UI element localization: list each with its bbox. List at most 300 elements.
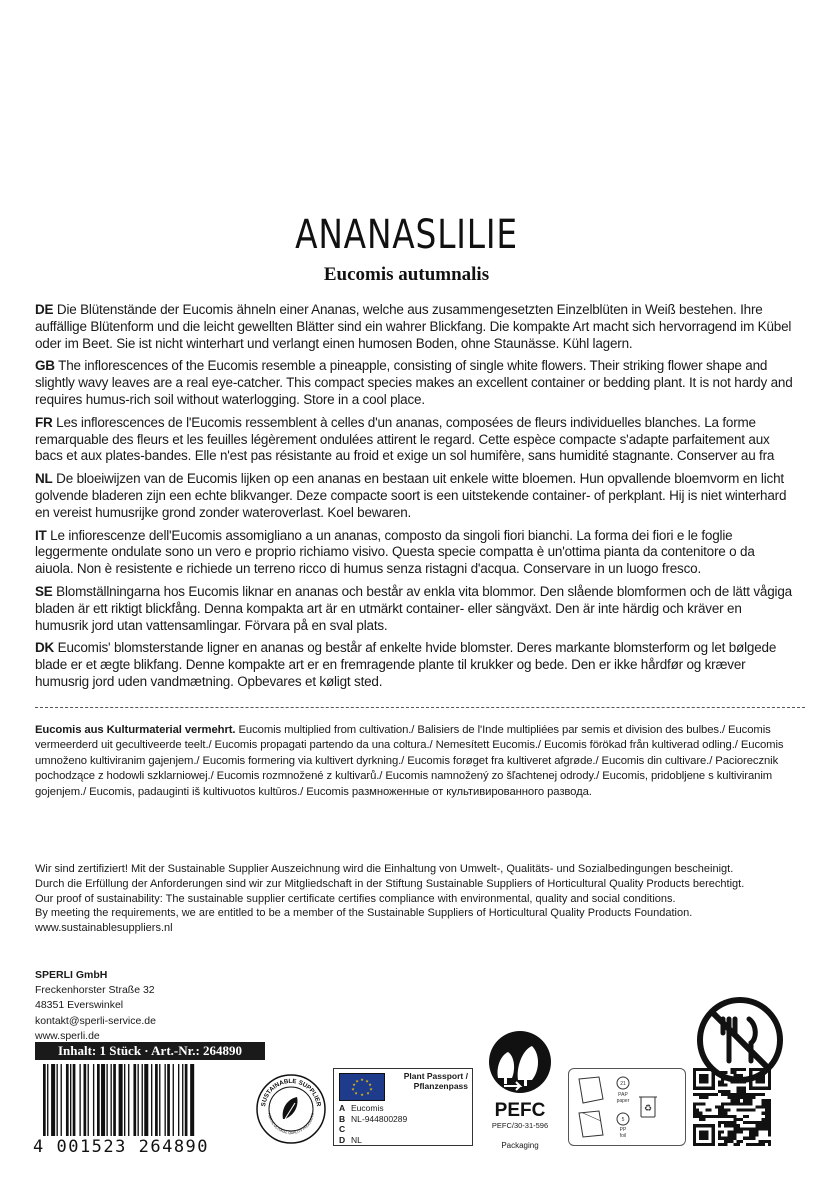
qr-cell (762, 1143, 765, 1146)
qr-cell (746, 1121, 749, 1124)
qr-cell (705, 1143, 708, 1146)
qr-cell (746, 1143, 749, 1146)
qr-cell (702, 1087, 705, 1090)
qr-cell (709, 1109, 712, 1112)
qr-cell (693, 1137, 696, 1140)
qr-cell (759, 1080, 762, 1083)
qr-cell (737, 1143, 740, 1146)
qr-cell (743, 1087, 746, 1090)
qr-cell (702, 1068, 705, 1071)
qr-cell (712, 1124, 715, 1127)
qr-cell (755, 1093, 758, 1096)
qr-cell (730, 1077, 733, 1080)
qr-cell (693, 1112, 696, 1115)
qr-cell (699, 1124, 702, 1127)
qr-cell (765, 1118, 768, 1121)
qr-cell (743, 1099, 746, 1102)
qr-cell (693, 1143, 696, 1146)
row-key: A (339, 1103, 346, 1113)
svg-text:HORTICULTURAL QUALITY PRODUCTS (267, 1112, 315, 1135)
barcode-bar (138, 1064, 139, 1136)
qr-cell (730, 1124, 733, 1127)
qr-cell (749, 1143, 752, 1146)
qr-cell (749, 1096, 752, 1099)
qr-cell (693, 1077, 696, 1080)
qr-cell (705, 1080, 708, 1083)
qr-cell (712, 1130, 715, 1133)
qr-cell (740, 1140, 743, 1143)
qr-cell (699, 1143, 702, 1146)
qr-cell (737, 1096, 740, 1099)
qr-cell (724, 1093, 727, 1096)
qr-cell (712, 1077, 715, 1080)
qr-cell (693, 1105, 696, 1108)
lang-code: NL (35, 471, 53, 487)
qr-cell (759, 1074, 762, 1077)
qr-cell (765, 1115, 768, 1118)
qr-cell (734, 1130, 737, 1133)
qr-cell (696, 1093, 699, 1096)
recycling-info (568, 1068, 686, 1146)
qr-cell (765, 1087, 768, 1090)
description-nl (35, 471, 795, 521)
qr-cell (705, 1074, 708, 1077)
qr-cell (724, 1140, 727, 1143)
barcode-bar (133, 1064, 136, 1136)
barcode-bar (79, 1064, 80, 1136)
qr-cell (696, 1109, 699, 1112)
qr-cell (702, 1124, 705, 1127)
cultivation-note (35, 723, 795, 800)
qr-cell (693, 1087, 696, 1090)
qr-cell (718, 1080, 721, 1083)
qr-cell (737, 1090, 740, 1093)
qr-cell (693, 1140, 696, 1143)
barcode-bar (73, 1064, 76, 1136)
qr-cell (693, 1109, 696, 1112)
lang-text: Die Blütenstände der Eucomis ähneln einer Ananas, welche aus zusammengesetzten Einzelblüten in Weiß bestehen. Ihre auffällige Blütenform und die leicht gewellten Blätter sind ein wahrer Blickfang. Die kompakte Art macht sich hervorragend im Kübel oder im Beet. Sie ist nicht winterhart und verlangt einen humosen Boden, ohne Staunässe. Kühl lagern. (35, 302, 792, 351)
qr-cell (702, 1080, 705, 1083)
qr-cell (715, 1093, 718, 1096)
qr-cell (702, 1074, 705, 1077)
qr-cell (705, 1137, 708, 1140)
qr-cell (749, 1084, 752, 1087)
lang-code: GB (35, 358, 55, 374)
qr-cell (727, 1121, 730, 1124)
qr-cell (699, 1115, 702, 1118)
qr-cell (768, 1084, 771, 1087)
qr-cell (721, 1102, 724, 1105)
qr-cell (721, 1112, 724, 1115)
qr-cell (693, 1080, 696, 1083)
qr-cell (724, 1071, 727, 1074)
qr-cell (734, 1080, 737, 1083)
qr-cell (705, 1130, 708, 1133)
qr-cell (696, 1112, 699, 1115)
ss-logo-subtext: HORTICULTURAL QUALITY PRODUCTS (267, 1112, 315, 1136)
qr-code (693, 1068, 771, 1146)
qr-cell (702, 1102, 705, 1105)
qr-cell (709, 1115, 712, 1118)
qr-cell (746, 1115, 749, 1118)
qr-cell (702, 1077, 705, 1080)
qr-cell (737, 1140, 740, 1143)
qr-cell (737, 1102, 740, 1105)
qr-cell (712, 1087, 715, 1090)
qr-cell (740, 1087, 743, 1090)
qr-cell (746, 1096, 749, 1099)
qr-cell (765, 1068, 768, 1071)
qr-cell (734, 1096, 737, 1099)
barcode-bar (47, 1064, 48, 1136)
description-de (35, 302, 795, 352)
qr-cell (737, 1087, 740, 1090)
qr-cell (724, 1115, 727, 1118)
barcode-bar (101, 1064, 105, 1136)
barcode-bar (119, 1064, 123, 1136)
qr-cell (721, 1093, 724, 1096)
qr-cell (762, 1074, 765, 1077)
qr-cell (749, 1134, 752, 1137)
qr-cell (746, 1102, 749, 1105)
qr-cell (740, 1096, 743, 1099)
cultivation-bold: Eucomis aus Kulturmaterial vermehrt. (35, 724, 236, 736)
qr-cell (740, 1068, 743, 1071)
qr-cell (724, 1112, 727, 1115)
svg-text:★: ★ (351, 1086, 355, 1092)
qr-cell (737, 1127, 740, 1130)
barcode-bar (88, 1064, 89, 1136)
qr-cell (768, 1127, 771, 1130)
description-it (35, 528, 795, 578)
qr-cell (702, 1137, 705, 1140)
qr-cell (768, 1112, 771, 1115)
qr-cell (765, 1127, 768, 1130)
qr-cell (768, 1080, 771, 1083)
description-fr (35, 415, 795, 465)
qr-cell (749, 1121, 752, 1124)
qr-cell (699, 1077, 702, 1080)
qr-cell (734, 1121, 737, 1124)
passport-row (339, 1114, 467, 1125)
qr-cell (746, 1099, 749, 1102)
qr-cell (749, 1093, 752, 1096)
qr-cell (768, 1118, 771, 1121)
qr-cell (727, 1140, 730, 1143)
qr-cell (762, 1077, 765, 1080)
qr-cell (752, 1127, 755, 1130)
qr-cell (705, 1096, 708, 1099)
qr-cell (740, 1109, 743, 1112)
qr-cell (746, 1127, 749, 1130)
lang-text: Eucomis' blomsterstande ligner en ananas og består af enkelte hvide blomster. Deres markante blomsterform og let bølgede blade er et ægte blikfang. Denne kompakte art er en fremragende plante til krukker og bede. Den er ikke hårdfør og kræver humusrig jord uden vandmætning. Opbevares et køligt sted. (35, 640, 777, 689)
qr-cell (727, 1102, 730, 1105)
qr-cell (693, 1071, 696, 1074)
qr-cell (765, 1102, 768, 1105)
qr-cell (727, 1115, 730, 1118)
qr-cell (734, 1099, 737, 1102)
cert-line: By meeting the requirements, we are entitled to be a member of the Sustainable Suppliers of Horticultural Quality Products Foundation. (35, 907, 693, 920)
qr-cell (724, 1143, 727, 1146)
qr-cell (702, 1096, 705, 1099)
qr-cell (743, 1090, 746, 1093)
qr-cell (740, 1080, 743, 1083)
company-web: www.sperli.de (35, 1029, 100, 1042)
qr-cell (712, 1068, 715, 1071)
qr-cell (724, 1077, 727, 1080)
lang-text: The inflorescences of the Eucomis resemble a pineapple, consisting of single white flowers. Their striking flower shape and slightly wavy leaves are a real eye-catcher. This compact species makes an excellent container or bedding plant. It is not hardy and requires humus-rich soil without waterlogging. Store in a cool place. (35, 358, 793, 407)
svg-text:★: ★ (354, 1090, 358, 1096)
qr-cell (712, 1080, 715, 1083)
qr-cell (712, 1115, 715, 1118)
qr-cell (712, 1084, 715, 1087)
qr-cell (762, 1099, 765, 1102)
barcode-bar (151, 1064, 152, 1136)
qr-cell (734, 1074, 737, 1077)
qr-cell (730, 1121, 733, 1124)
qr-cell (759, 1087, 762, 1090)
qr-cell (737, 1080, 740, 1083)
qr-cell (721, 1071, 724, 1074)
barcode-bar (97, 1064, 100, 1136)
recycle-bin-icon: ♻ (643, 1103, 653, 1113)
qr-cell (740, 1118, 743, 1121)
svg-text:★: ★ (368, 1082, 372, 1087)
qr-cell (724, 1137, 727, 1140)
qr-cell (730, 1080, 733, 1083)
qr-cell (740, 1102, 743, 1105)
qr-cell (762, 1118, 765, 1121)
barcode-bar (165, 1064, 166, 1136)
qr-cell (743, 1121, 746, 1124)
qr-cell (759, 1077, 762, 1080)
qr-cell (759, 1093, 762, 1096)
qr-cell (705, 1124, 708, 1127)
qr-cell (727, 1124, 730, 1127)
qr-cell (712, 1143, 715, 1146)
qr-cell (743, 1096, 746, 1099)
qr-cell (734, 1124, 737, 1127)
qr-cell (768, 1068, 771, 1071)
qr-cell (765, 1140, 768, 1143)
qr-cell (715, 1105, 718, 1108)
cert-line: Durch die Erfüllung der Anforderungen sind wir zur Mitgliedschaft in der Stiftung Sustainable Suppliers of Horticultural Quality Products berechtigt. (35, 877, 745, 890)
qr-cell (699, 1134, 702, 1137)
qr-cell (730, 1115, 733, 1118)
qr-cell (768, 1071, 771, 1074)
qr-cell (768, 1124, 771, 1127)
qr-cell (762, 1140, 765, 1143)
barcode-bar (190, 1064, 194, 1136)
qr-cell (740, 1074, 743, 1077)
qr-cell (749, 1102, 752, 1105)
qr-cell (749, 1109, 752, 1112)
barcode-bar (142, 1064, 143, 1136)
qr-cell (718, 1143, 721, 1146)
qr-cell (768, 1121, 771, 1124)
qr-cell (712, 1074, 715, 1077)
qr-cell (699, 1102, 702, 1105)
botanical-name: Eucomis autumnalis (323, 264, 490, 285)
description-se (35, 584, 795, 634)
qr-cell (718, 1134, 721, 1137)
qr-cell (730, 1071, 733, 1074)
qr-cell (693, 1084, 696, 1087)
qr-cell (743, 1109, 746, 1112)
qr-cell (705, 1077, 708, 1080)
qr-cell (730, 1102, 733, 1105)
qr-cell (730, 1068, 733, 1071)
qr-cell (718, 1084, 721, 1087)
qr-cell (752, 1130, 755, 1133)
qr-cell (727, 1090, 730, 1093)
qr-cell (749, 1068, 752, 1071)
recycle-pp: PP (619, 1127, 627, 1133)
qr-cell (734, 1077, 737, 1080)
qr-cell (721, 1137, 724, 1140)
recycle-foil: foil (619, 1133, 627, 1139)
qr-cell (721, 1077, 724, 1080)
qr-cell (718, 1130, 721, 1133)
passport-title (390, 1071, 468, 1091)
pefc-packaging-label: Packaging (501, 1141, 539, 1150)
qr-cell (734, 1143, 737, 1146)
qr-cell (718, 1109, 721, 1112)
qr-cell (765, 1124, 768, 1127)
qr-cell (737, 1118, 740, 1121)
qr-cell (727, 1093, 730, 1096)
description-gb (35, 358, 795, 408)
qr-cell (759, 1121, 762, 1124)
qr-cell (699, 1068, 702, 1071)
qr-cell (765, 1112, 768, 1115)
qr-cell (740, 1090, 743, 1093)
passport-title-line2: Pflanzenpass (413, 1081, 468, 1091)
qr-cell (730, 1134, 733, 1137)
qr-cell (721, 1143, 724, 1146)
qr-cell (734, 1068, 737, 1071)
qr-cell (730, 1099, 733, 1102)
qr-cell (755, 1130, 758, 1133)
qr-cell (755, 1074, 758, 1077)
qr-cell (699, 1080, 702, 1083)
qr-cell (768, 1099, 771, 1102)
barcode-bar (111, 1064, 112, 1136)
qr-cell (762, 1121, 765, 1124)
svg-text:★: ★ (355, 1078, 359, 1084)
qr-cell (696, 1124, 699, 1127)
qr-cell (743, 1093, 746, 1096)
qr-cell (693, 1074, 696, 1077)
description-dk (35, 640, 795, 690)
barcode-bar (159, 1064, 160, 1136)
barcode-bar (178, 1064, 179, 1136)
qr-cell (724, 1102, 727, 1105)
qr-cell (743, 1137, 746, 1140)
qr-cell (768, 1105, 771, 1108)
qr-cell (755, 1134, 758, 1137)
qr-cell (702, 1115, 705, 1118)
barcode-bar (182, 1064, 183, 1136)
qr-cell (702, 1093, 705, 1096)
lang-text: Blomställningarna hos Eucomis liknar en ananas och består av enkla vita blommor. Den slående blomformen och de lätt vågiga bladen är ett riktigt blickfång. Denna kompakta art är en utmärkt container- eller sängväxt. Den är inte härdig och kräver en humusrik jord utan vattensamlingar. Förvara på en sval plats. (35, 583, 792, 633)
qr-cell (752, 1137, 755, 1140)
qr-cell (734, 1118, 737, 1121)
qr-cell (762, 1105, 765, 1108)
qr-cell (740, 1130, 743, 1133)
svg-text:★: ★ (352, 1082, 356, 1087)
recycle-pap: PAP (618, 1092, 628, 1098)
barcode-bar (66, 1064, 69, 1136)
row-key: D (339, 1134, 346, 1145)
qr-cell (699, 1118, 702, 1121)
qr-cell (693, 1127, 696, 1130)
cultivation-text: Eucomis multiplied from cultivation./ Balisiers de l'Inde multipliées par semis et division des bulbes./ Eucomis vermeerderd uit gecultiveerde teelt./ Eucomis propagati partendo da una coltura./ Nemesített Eucomis./ Eucomis förökad från kultiverad odling./ Eucomis umnoženo kultiviranim gajenjem./ Eucomis formering via kultivert dyrkning./ Eucomis forøget fra kultiveret afgrøde./ Eucomis din cultivare./ Paciorecznik pochodzące z hodowli szklarniowej./ Eucomis rozmnožené z kultivarů./ Eucomis namnožený zo šľachtenej odrody./ Eucomis, pridobljene s kultiviranim gojenjem./ Eucomis, padauginti iš kultivuotos kultūros./ Eucomis размноженные от культивированного развода. (35, 724, 784, 798)
qr-cell (702, 1143, 705, 1146)
barcode-bar (167, 1064, 170, 1136)
row-value: NL-944800289 (351, 1113, 408, 1124)
qr-cell (699, 1130, 702, 1133)
qr-cell (743, 1102, 746, 1105)
qr-cell (693, 1068, 696, 1071)
qr-cell (737, 1074, 740, 1077)
qr-cell (699, 1074, 702, 1077)
qr-cell (737, 1093, 740, 1096)
qr-cell (712, 1134, 715, 1137)
qr-cell (749, 1074, 752, 1077)
qr-cell (727, 1130, 730, 1133)
qr-cell (721, 1130, 724, 1133)
recycle-num-1: 21 (620, 1081, 626, 1087)
qr-cell (740, 1093, 743, 1096)
recycle-paper: paper (616, 1098, 630, 1104)
qr-cell (755, 1080, 758, 1083)
qr-cell (755, 1105, 758, 1108)
qr-cell (749, 1137, 752, 1140)
language-descriptions (35, 302, 795, 697)
qr-cell (709, 1087, 712, 1090)
qr-cell (743, 1115, 746, 1118)
pefc-code: PEFC/30-31-596 (491, 1121, 549, 1130)
cert-url: www.sustainablesuppliers.nl (35, 922, 173, 935)
qr-cell (762, 1068, 765, 1071)
qr-cell (718, 1112, 721, 1115)
qr-cell (746, 1137, 749, 1140)
barcode-bar (113, 1064, 116, 1136)
barcode-bar (70, 1064, 71, 1136)
qr-cell (737, 1068, 740, 1071)
eu-flag-icon (339, 1073, 385, 1101)
qr-cell (734, 1102, 737, 1105)
qr-cell (740, 1127, 743, 1130)
qr-cell (730, 1093, 733, 1096)
qr-cell (693, 1130, 696, 1133)
certification-text (35, 862, 805, 936)
recycle-num-2: 5 (621, 1117, 625, 1123)
qr-cell (718, 1124, 721, 1127)
qr-cell (718, 1115, 721, 1118)
qr-cell (768, 1143, 771, 1146)
qr-cell (696, 1143, 699, 1146)
pefc-logo-text: PEFC (494, 1100, 546, 1121)
qr-cell (721, 1121, 724, 1124)
qr-cell (721, 1084, 724, 1087)
qr-cell (762, 1087, 765, 1090)
qr-cell (743, 1077, 746, 1080)
barcode-bar (155, 1064, 158, 1136)
barcode-bar (51, 1064, 55, 1136)
company-street: Freckenhorster Straße 32 (35, 984, 155, 997)
